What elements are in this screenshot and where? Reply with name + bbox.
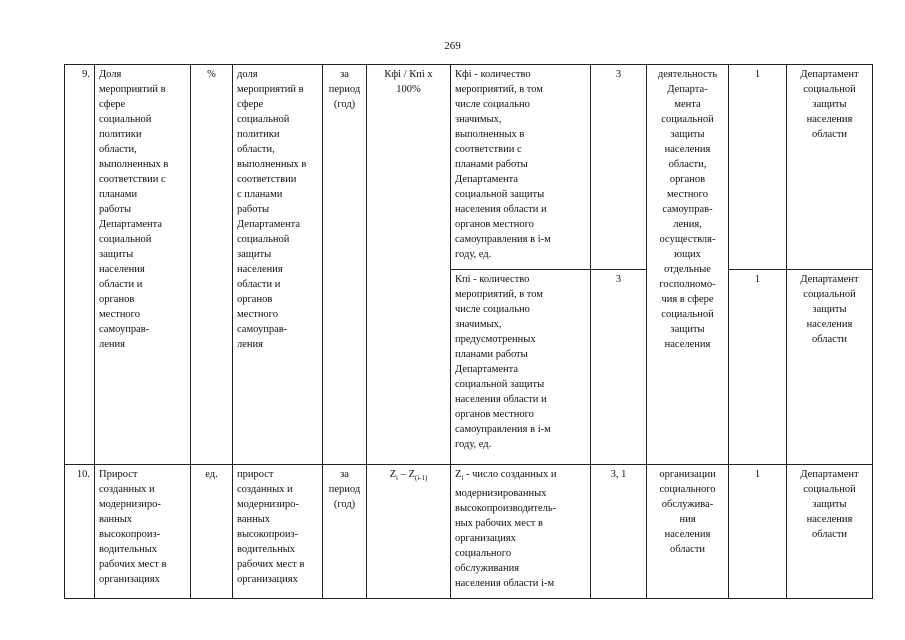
row-number: 9.	[65, 65, 95, 465]
responsible-department: Департамент социальной защиты населения области	[787, 465, 873, 599]
responsible-code: 1	[729, 270, 787, 465]
formula: Кфi / Кпi х 100%	[367, 65, 451, 465]
period: за период (год)	[323, 65, 367, 465]
data-source: организации социального обслужива- ния населения области	[647, 465, 729, 599]
unit: ед.	[191, 465, 233, 599]
variable-description: $Z_i$ - число созданных и модернизированных высокопроизводитель- ных рабочих мест в организациях социального обслуживания населения области i-м	[451, 465, 591, 599]
responsible-code: 1	[729, 465, 787, 599]
table-row-10	[65, 465, 873, 599]
responsible-code: 1	[729, 65, 787, 270]
method-code: 3	[591, 65, 647, 270]
unit: %	[191, 65, 233, 465]
indicator-table	[64, 64, 873, 599]
indicator-definition: прирост созданных и модернизиро- ванных высокопроиз- водительных рабочих мест в организациях	[233, 465, 323, 599]
variable-description: Кфi - количество мероприятий, в том числе социально значимых, выполненных в соответствии с планами работы Департамента социальной защиты населения области и органов местного самоуправления в i-м году, ед.	[451, 65, 591, 270]
formula: $Z_i - Z_{(i-1)}$	[367, 465, 451, 599]
indicator-name: Прирост созданных и модернизиро- ванных высокопроиз- водительных рабочих мест в организациях	[95, 465, 191, 599]
row-number: 10.	[65, 465, 95, 599]
method-code: 3, 1	[591, 465, 647, 599]
indicator-definition: доля мероприятий в сфере социальной политики области, выполненных в соответствии с планами работы Департамента социальной защиты населения области и органов местного самоуправ- ления	[233, 65, 323, 465]
page-number: 269	[444, 40, 461, 52]
method-code: 3	[591, 270, 647, 465]
indicator-name: Доля мероприятий в сфере социальной политики области, выполненных в соответствии с планами работы Департамента социальной защиты населения области и органов местного самоуправ- ления	[95, 65, 191, 465]
responsible-department: Департамент социальной защиты населения области	[787, 270, 873, 465]
table-row-9a	[65, 65, 873, 270]
data-source: деятельность Департа- мента социальной защиты населения области, органов местного самоуправ- ления, осуществля- ющих отдельные госполномо- чия в сфере социальной защиты населения	[647, 65, 729, 465]
responsible-department: Департамент социальной защиты населения области	[787, 65, 873, 270]
variable-description: Кпi - количество мероприятий, в том числе социально значимых, предусмотренных планами работы Департамента социальной защиты населения области и органов местного самоуправления в i-м году, ед.	[451, 270, 591, 465]
period: за период (год)	[323, 465, 367, 599]
